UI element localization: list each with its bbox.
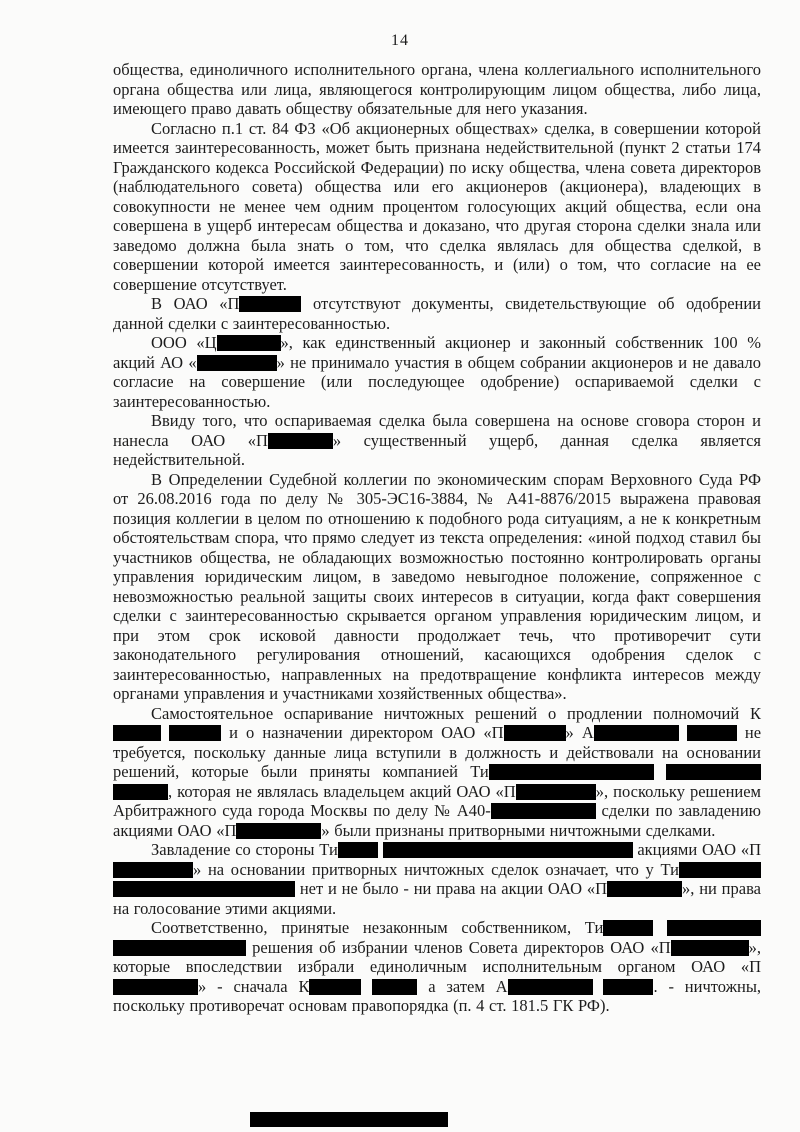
text-run: » - сначала К — [198, 976, 310, 996]
text-run: и о назначении директором ОАО «П — [221, 723, 504, 742]
redaction-bar — [372, 979, 417, 995]
document-body — [113, 60, 761, 1016]
redaction-bar — [491, 803, 596, 819]
paragraph — [113, 411, 761, 470]
redaction-bar — [489, 764, 654, 780]
redaction-bar — [383, 842, 633, 858]
redaction-bar — [508, 979, 593, 995]
text-run: Самостоятельное оспаривание ничтожных решений о продлении полномочий К — [151, 703, 761, 723]
paragraph — [113, 918, 761, 1016]
redaction-bar — [113, 940, 246, 956]
redaction-bar — [666, 764, 761, 780]
text-run: » не принимало участия в общем собрании акционеров и не давало согласие на совершение (или последующее одобрение) оспариваемой сделки с заинтересованностью. — [113, 352, 761, 411]
redaction-bar — [516, 784, 596, 800]
redaction-bar — [236, 823, 321, 839]
text-run: В Определении Судебной коллегии по экономическим спорам Верховного Суда РФ от 26.08.2016 года по делу № 305-ЭС16-3884, № А41-8876/2015 выражена правовая позиция коллегии в целом по отношению к подобного рода ситуациям, а не к конкретным обстоятельствам спора, что прямо следует из текста определения: «иной подход ставил бы участников общества, не обладающих возможностью постоянно контролировать органы управления юридическим лицом, в заведомо невыгодное положение, сопряженное с невозможностью реальной защиты своих интересов в ситуации, когда факт совершения сделки с заинтересованностью скрывается органом управления юридическим лицом, и при этом срок исковой давности продолжает течь, что противоречит сути законодательного регулирования отношений, касающихся одобрения сделок с заинтересованностью, направленных на предотвращение конфликта интересов между органами управления и участниками хозяйственных общества». — [113, 469, 761, 703]
redaction-bar — [679, 862, 761, 878]
text-run — [361, 977, 372, 996]
redaction-bar — [197, 355, 277, 371]
redaction-bar — [607, 881, 682, 897]
text-run: не требуется, поскольку данные лица вступили в должность и действовали на основании решений, которые были приняты компанией Ти — [113, 723, 762, 781]
redaction-bar — [687, 725, 737, 741]
redaction-bar — [113, 881, 295, 897]
text-run — [679, 723, 687, 742]
redaction-bar — [603, 920, 653, 936]
text-run — [161, 723, 169, 742]
redaction-bar — [309, 979, 361, 995]
paragraph — [113, 294, 761, 333]
paragraph — [113, 840, 761, 918]
text-run — [593, 977, 604, 996]
redaction-bar — [268, 433, 333, 449]
paragraph — [113, 704, 761, 841]
text-run: решения об избрании членов Совета директоров ОАО «П — [246, 937, 671, 957]
text-run: . - ничтожны, поскольку противоречат основам правопорядка (п. 4 ст. 181.5 ГК РФ). — [113, 976, 762, 1015]
text-run: », как единственный акционер и законный собственник 100 % акций АО « — [113, 333, 762, 372]
text-run: ООО «Ц — [151, 333, 217, 352]
redaction-bar — [113, 784, 168, 800]
text-run: », ни права на голосование этими акциями. — [113, 879, 761, 918]
text-run: сделки по завладению акциями ОАО «П — [113, 801, 762, 840]
footer-redaction-bar — [250, 1112, 448, 1127]
text-run: Ввиду того, что оспариваемая сделка была совершена на основе сговора сторон и нанесла ОАО «П — [113, 411, 761, 450]
redaction-bar — [671, 940, 749, 956]
paragraph — [113, 119, 761, 295]
text-run: », которые впоследствии избрали единоличным исполнительным органом ОАО «П — [113, 937, 761, 976]
redaction-bar — [667, 920, 761, 936]
paragraph — [113, 333, 761, 411]
text-run: » на основании притворных ничтожных сделок означает, что у Ти — [193, 859, 679, 879]
redaction-bar — [603, 979, 653, 995]
text-run: » существенный ущерб, данная сделка является недействительной. — [113, 430, 761, 469]
text-run: В ОАО «П — [151, 294, 240, 313]
paragraph — [113, 470, 761, 704]
text-run: », поскольку решением Арбитражного суда города Москвы по делу № А40- — [113, 781, 761, 820]
redaction-bar — [113, 862, 193, 878]
text-run: , которая не являлась владельцем акций ОАО «П — [168, 781, 516, 801]
paragraph — [113, 60, 761, 119]
text-run: Завладение со стороны Ти — [151, 840, 338, 859]
text-run: общества, единоличного исполнительного органа, члена коллегиального исполнительного органа общества или лица, являющегося контролирующим лицом общества, либо лица, имеющего право давать обществу обязательные для него указания. — [113, 60, 761, 118]
redaction-bar — [504, 725, 566, 741]
text-run — [654, 762, 666, 781]
text-run: а затем А — [417, 976, 508, 996]
redaction-bar — [217, 335, 281, 351]
text-run — [653, 918, 667, 937]
text-run: » А — [565, 723, 594, 742]
redaction-bar — [113, 725, 161, 741]
text-run: акциями ОАО «П — [632, 840, 761, 859]
redaction-bar — [338, 842, 378, 858]
text-run: Согласно п.1 ст. 84 ФЗ «Об акционерных обществах» сделка, в совершении которой имеется заинтересованность, может быть признана недействительной (пункт 2 статьи 174 Гражданского кодекса Российской Федерации) по иску общества, члена совета директоров (наблюдательного совета) общества или его акционеров (акционера), владеющих в совокупности не менее чем одним процентом голосующих акций общества, если она совершена в ущерб интересам общества и доказано, что другая сторона сделки знала или заведомо должна была знать о том, что сделка являлась для общества сделкой, в совершении которой имеется заинтересованность, и (или) о том, что согласие на ее совершение отсутствует. — [113, 118, 761, 294]
text-run: Соответственно, принятые незаконным собственником, Ти — [151, 918, 604, 937]
redaction-bar — [239, 296, 301, 312]
text-run: нет и не было - ни права на акции ОАО «П — [295, 879, 608, 898]
text-run: отсутствуют документы, свидетельствующие об одобрении данной сделки с заинтересованностью. — [113, 294, 762, 333]
text-run: » были признаны притворными ничтожными сделками. — [321, 820, 716, 840]
redaction-bar — [113, 979, 198, 995]
page-number: 14 — [391, 32, 409, 49]
redaction-bar — [169, 725, 221, 741]
redaction-bar — [594, 725, 679, 741]
